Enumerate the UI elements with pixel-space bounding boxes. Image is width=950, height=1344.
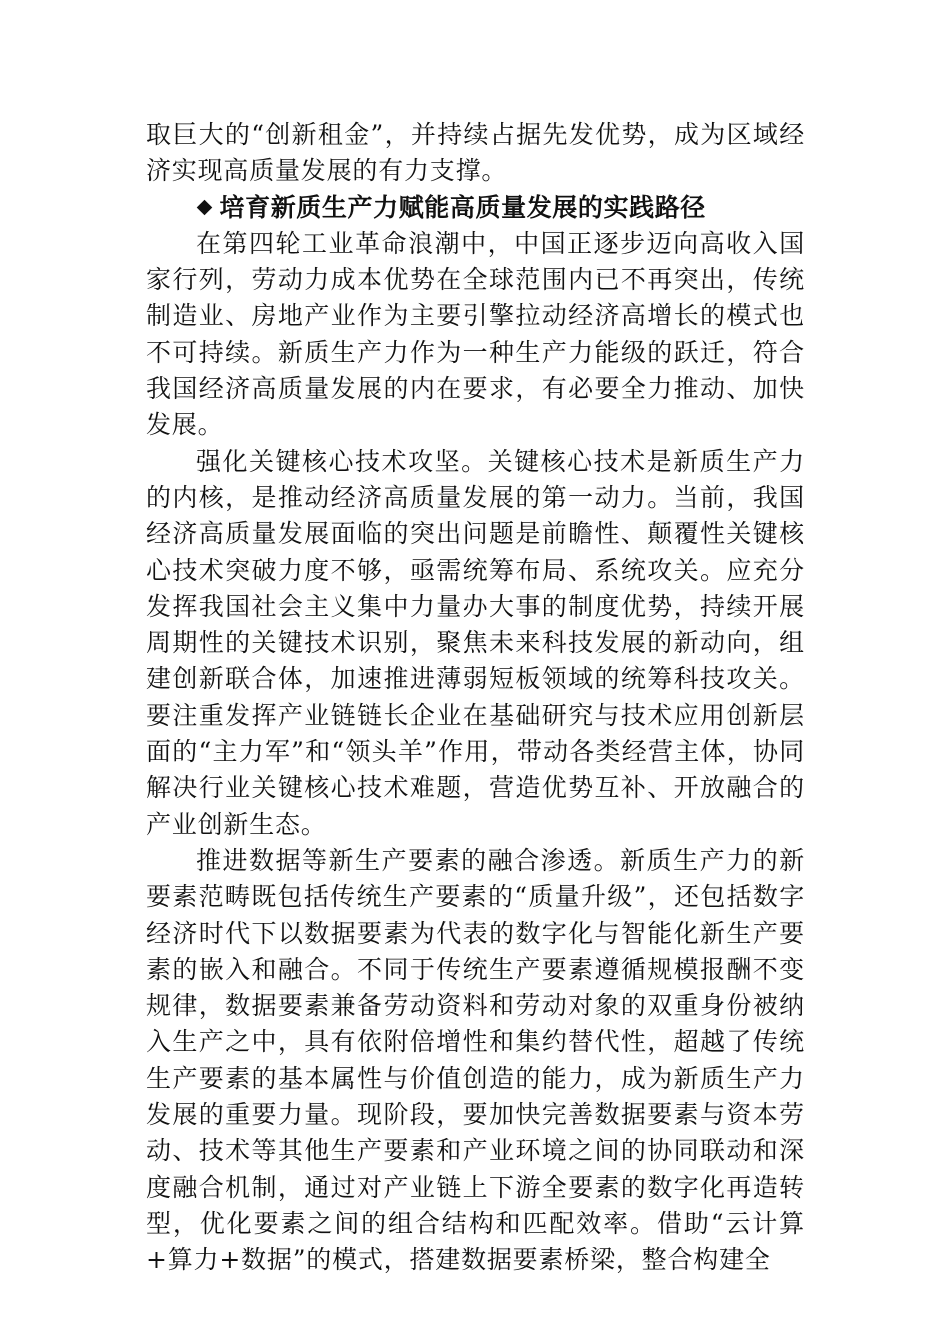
section-heading-text: 培育新质生产力赋能高质量发展的实践路径 xyxy=(219,192,706,222)
section-heading xyxy=(146,190,805,226)
paragraph-core-technology: 强化关键核心技术攻坚。关键核心技术是新质生产力的内核，是推动经济高质量发展的第一动力。当前，我国经济高质量发展面临的突出问题是前瞻性、颠覆性关键核心技术突破力度不够，亟需统筹布局、系统攻关。应充分发挥我国社会主义集中力量办大事的制度优势，持续开展周期性的关键技术识别，聚焦未来科技发展的新动向，组建创新联合体，加速推进薄弱短板领域的统筹科技攻关。要注重发挥产业链链长企业在基础研究与技术应用创新层面的“主力军”和“领头羊”作用，带动各类经营主体，协同解决行业关键核心技术难题，营造优势互补、开放融合的产业创新生态。 xyxy=(146,446,805,839)
paragraph-intro: 在第四轮工业革命浪潮中，中国正逐步迈向高收入国家行列，劳动力成本优势在全球范围内已不再突出，传统制造业、房地产业作为主要引擎拉动经济高增长的模式也不可持续。新质生产力作为一种生产力能级的跃迁，符合我国经济高质量发展的内在要求，有必要全力推动、加快发展。 xyxy=(146,228,805,440)
paragraph-data-elements: 推进数据等新生产要素的融合渗透。新质生产力的新要素范畴既包括传统生产要素的“质量升级”，还包括数字经济时代下以数据要素为代表的数字化与智能化新生产要素的嵌入和融合。不同于传统生产要素遵循规模报酬不变规律，数据要素兼备劳动资料和劳动对象的双重身份被纳入生产之中，具有依附倍增性和集约替代性，超越了传统生产要素的基本属性与价值创造的能力，成为新质生产力发展的重要力量。现阶段，要加快完善数据要素与资本劳动、技术等其他生产要素和产业环境之间的协同联动和深度融合机制，通过对产业链上下游全要素的数字化再造转型，优化要素之间的组合结构和匹配效率。借助“云计算+算力+数据”的模式，搭建数据要素桥梁，整合构建全 xyxy=(146,845,805,1275)
paragraph-continued: 取巨大的“创新租金”，并持续占据先发优势，成为区域经济实现高质量发展的有力支撑。 xyxy=(146,120,805,186)
document-page xyxy=(146,117,805,1279)
diamond-bullet-icon xyxy=(196,199,212,215)
